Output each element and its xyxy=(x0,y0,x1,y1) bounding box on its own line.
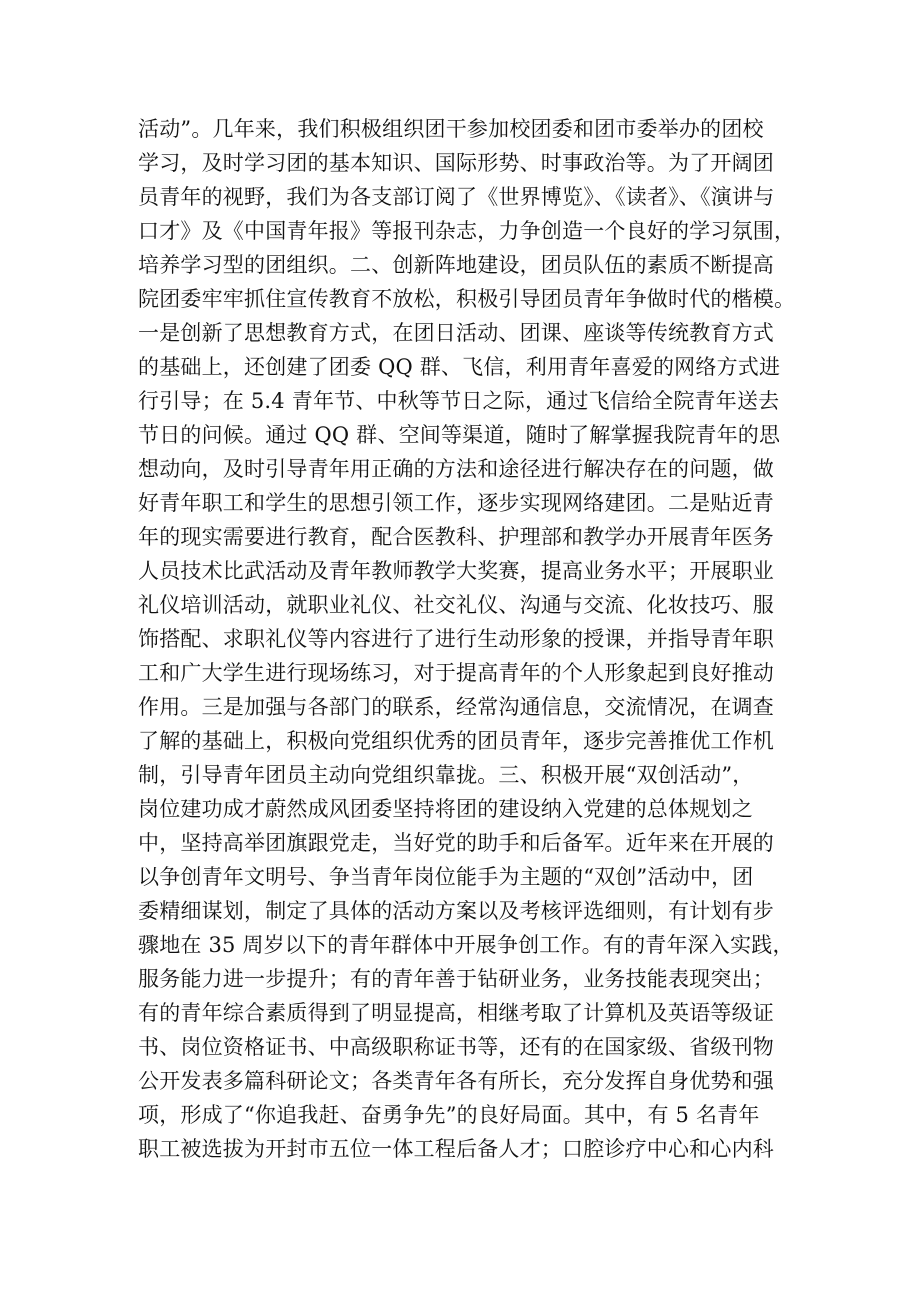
text-line: 的基础上，还创建了团委 QQ 群、飞信，利用青年喜爱的网络方式进 xyxy=(138,355,781,379)
text-line: 以争创青年文明号、争当青年岗位能手为主题的“双创”活动中，团 xyxy=(138,865,754,889)
text-line: 想动向，及时引导青年用正确的方法和途径进行解决存在的问题，做 xyxy=(138,457,774,481)
text-line: 服务能力进一步提升；有的青年善于钻研业务，业务技能表现突出； xyxy=(138,967,774,991)
text-line: 学习，及时学习团的基本知识、国际形势、时事政治等。为了开阔团 xyxy=(138,151,774,175)
text-line: 公开发表多篇科研论文；各类青年各有所长，充分发挥自身优势和强 xyxy=(138,1069,774,1093)
text-line: 制，引导青年团员主动向党组织靠拢。三、积极开展“双创活动”， xyxy=(138,763,754,787)
body-text xyxy=(138,112,798,1166)
text-line: 职工被选拔为开封市五位一体工程后备人才；口腔诊疗中心和心内科 xyxy=(138,1137,774,1161)
text-line: 年的现实需要进行教育，配合医教科、护理部和教学办开展青年医务 xyxy=(138,525,774,549)
text-line: 作用。三是加强与各部门的联系，经常沟通信息，交流情况，在调查 xyxy=(138,695,774,719)
text-line: 行引导；在 5.4 青年节、中秋等节日之际，通过飞信给全院青年送去 xyxy=(138,389,780,413)
text-line: 骤地在 35 周岁以下的青年群体中开展争创工作。有的青年深入实践， xyxy=(138,933,794,957)
text-line: 饰搭配、求职礼仪等内容进行了进行生动形象的授课，并指导青年职 xyxy=(138,627,774,651)
text-line: 员青年的视野，我们为各支部订阅了《世界博览》、《读者》、《演讲与 xyxy=(138,185,775,209)
text-line: 礼仪培训活动，就职业礼仪、社交礼仪、沟通与交流、化妆技巧、服 xyxy=(138,593,774,617)
text-line: 书、岗位资格证书、中高级职称证书等，还有的在国家级、省级刊物 xyxy=(138,1035,774,1059)
text-line: 中，坚持高举团旗跟党走，当好党的助手和后备军。近年来在开展的 xyxy=(138,831,774,855)
text-line: 院团委牢牢抓住宣传教育不放松，积极引导团员青年争做时代的楷模。 xyxy=(138,287,796,311)
text-line: 一是创新了思想教育方式，在团日活动、团课、座谈等传统教育方式 xyxy=(138,321,774,345)
text-line: 口才》及《中国青年报》等报刊杂志，力争创造一个良好的学习氛围， xyxy=(138,219,796,243)
text-line: 活动”。几年来，我们积极组织团干参加校团委和团市委举办的团校 xyxy=(138,117,764,141)
text-line: 岗位建功成才蔚然成风团委坚持将团的建设纳入党建的总体规划之 xyxy=(138,797,753,821)
text-line: 培养学习型的团组织。二、创新阵地建设，团员队伍的素质不断提高 xyxy=(138,253,774,277)
text-line: 项，形成了“你追我赶、奋勇争先”的良好局面。其中，有 5 名青年 xyxy=(138,1103,760,1127)
text-line: 好青年职工和学生的思想引领工作，逐步实现网络建团。二是贴近青 xyxy=(138,491,774,515)
text-line: 节日的问候。通过 QQ 群、空间等渠道，随时了解掌握我院青年的思 xyxy=(138,423,781,447)
text-line: 人员技术比武活动及青年教师教学大奖赛，提高业务水平；开展职业 xyxy=(138,559,774,583)
text-line: 有的青年综合素质得到了明显提高，相继考取了计算机及英语等级证 xyxy=(138,1001,774,1025)
text-line: 工和广大学生进行现场练习，对于提高青年的个人形象起到良好推动 xyxy=(138,661,774,685)
text-line: 委精细谋划，制定了具体的活动方案以及考核评选细则，有计划有步 xyxy=(138,899,774,923)
text-line: 了解的基础上，积极向党组织优秀的团员青年，逐步完善推优工作机 xyxy=(138,729,774,753)
